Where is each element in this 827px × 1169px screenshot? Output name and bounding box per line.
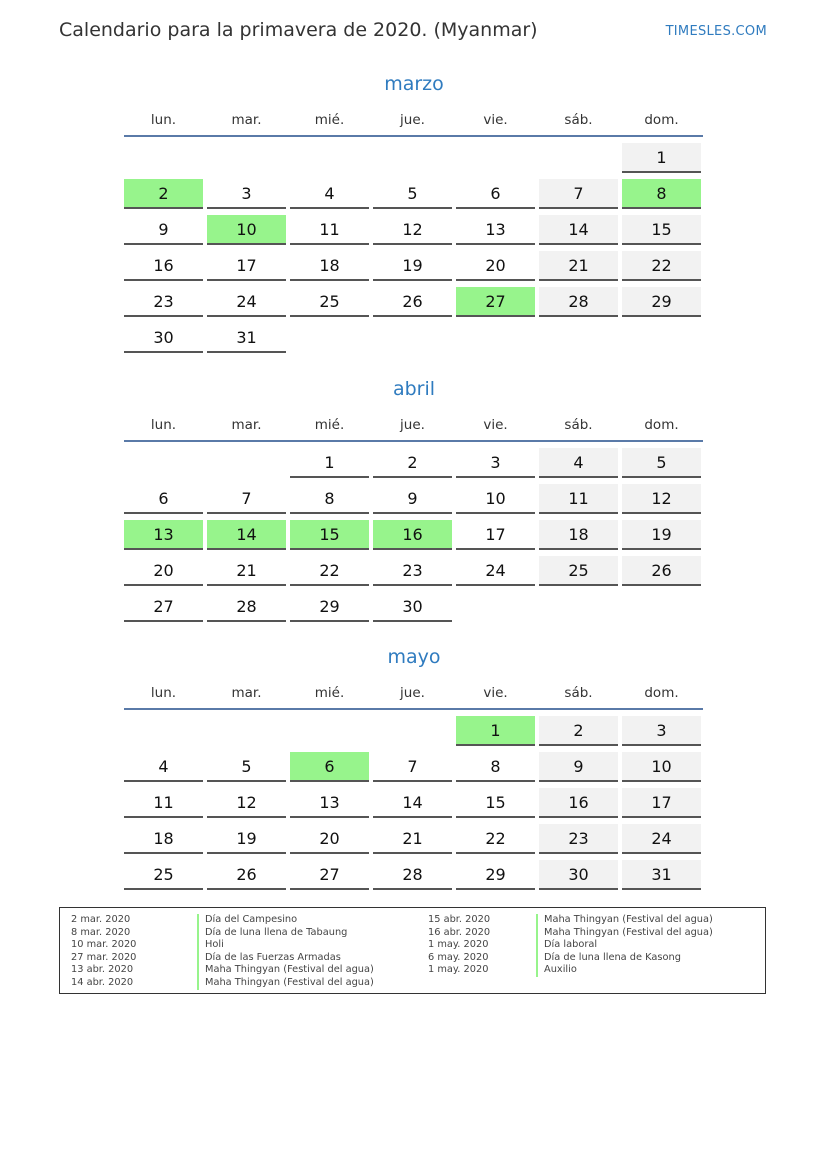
day-cell: 17 [207, 251, 286, 281]
day-cell: 2 [373, 448, 452, 478]
day-cell: 6 [124, 484, 203, 514]
day-cell: 31 [622, 860, 701, 890]
legend-date: 27 mar. 2020 [71, 951, 137, 963]
day-cell: 7 [539, 179, 618, 209]
day-cell: 13 [456, 215, 535, 245]
day-cell: 1 [290, 448, 369, 478]
weekday-label: lun. [150, 417, 177, 433]
brand-link[interactable]: TIMESLES.COM [665, 24, 767, 39]
day-cell: 25 [124, 860, 203, 890]
day-cell: 21 [373, 824, 452, 854]
holiday-day-cell: 13 [124, 520, 203, 550]
holiday-day-cell: 2 [124, 179, 203, 209]
day-cell: 20 [290, 824, 369, 854]
day-cell: 26 [622, 556, 701, 586]
weekday-label: dom. [644, 417, 679, 433]
legend-holiday-name: Maha Thingyan (Festival del agua) [536, 927, 713, 940]
day-cell: 19 [207, 824, 286, 854]
day-cell: 25 [290, 287, 369, 317]
day-cell: 7 [207, 484, 286, 514]
weekday-label: mié. [314, 112, 345, 128]
day-cell: 30 [539, 860, 618, 890]
day-cell: 10 [456, 484, 535, 514]
empty-cell [124, 448, 203, 476]
holiday-legend [59, 907, 766, 994]
day-cell: 23 [124, 287, 203, 317]
month-name: abril [392, 378, 436, 400]
day-cell: 22 [290, 556, 369, 586]
holiday-day-cell: 6 [290, 752, 369, 782]
legend-date: 2 mar. 2020 [71, 914, 131, 925]
day-cell: 19 [622, 520, 701, 550]
day-cell: 18 [290, 251, 369, 281]
legend-holiday-name: Maha Thingyan (Festival del agua) [536, 914, 713, 927]
day-cell: 3 [456, 448, 535, 478]
day-cell: 9 [124, 215, 203, 245]
day-cell: 29 [622, 287, 701, 317]
weekday-label: mié. [314, 685, 345, 701]
legend-holiday-name: Día de las Fuerzas Armadas [197, 952, 341, 965]
day-cell: 24 [622, 824, 701, 854]
holiday-day-cell: 15 [290, 520, 369, 550]
header-divider [124, 135, 703, 137]
day-cell: 1 [622, 143, 701, 173]
empty-cell [539, 143, 618, 171]
day-cell: 3 [622, 716, 701, 746]
legend-date: 1 may. 2020 [428, 964, 489, 976]
holiday-day-cell: 14 [207, 520, 286, 550]
day-cell: 11 [124, 788, 203, 818]
day-cell: 17 [622, 788, 701, 818]
weekday-label: jue. [400, 417, 425, 433]
day-cell: 5 [373, 179, 452, 209]
empty-cell [456, 143, 535, 171]
holiday-day-cell: 10 [207, 215, 286, 245]
day-cell: 12 [622, 484, 701, 514]
day-cell: 28 [373, 860, 452, 890]
weekday-label: vie. [483, 112, 508, 128]
day-cell: 23 [539, 824, 618, 854]
legend-date: 1 may. 2020 [428, 939, 489, 951]
weekday-header [124, 108, 704, 132]
legend-date: 8 mar. 2020 [71, 926, 131, 938]
weekday-label: mar. [231, 417, 262, 433]
day-cell: 21 [539, 251, 618, 281]
holiday-day-cell: 16 [373, 520, 452, 550]
day-cell: 24 [456, 556, 535, 586]
day-cell: 30 [124, 323, 203, 353]
holiday-day-cell: 27 [456, 287, 535, 317]
weekday-label: vie. [483, 685, 508, 701]
day-cell: 27 [124, 592, 203, 622]
day-cell: 18 [539, 520, 618, 550]
empty-cell [373, 716, 452, 744]
day-cell: 8 [456, 752, 535, 782]
day-cell: 10 [622, 752, 701, 782]
legend-holiday-name: Día de luna llena de Tabaung [197, 927, 347, 940]
day-cell: 26 [373, 287, 452, 317]
legend-holiday-name: Holi [197, 939, 224, 952]
day-grid [124, 448, 703, 622]
day-cell: 14 [539, 215, 618, 245]
weekday-label: sáb. [564, 685, 593, 701]
day-cell: 14 [373, 788, 452, 818]
day-cell: 26 [207, 860, 286, 890]
legend-date: 15 abr. 2020 [428, 914, 491, 925]
day-cell: 29 [290, 592, 369, 622]
month-name: mayo [387, 646, 441, 668]
day-cell: 6 [456, 179, 535, 209]
weekday-label: sáb. [564, 417, 593, 433]
legend-date: 14 abr. 2020 [71, 976, 134, 988]
day-cell: 16 [124, 251, 203, 281]
empty-cell [290, 143, 369, 171]
day-grid [124, 716, 703, 890]
day-cell: 29 [456, 860, 535, 890]
legend-holiday-name: Maha Thingyan (Festival del agua) [197, 977, 374, 990]
day-cell: 4 [290, 179, 369, 209]
weekday-header [124, 681, 704, 705]
day-cell: 28 [207, 592, 286, 622]
empty-cell [290, 716, 369, 744]
day-cell: 9 [539, 752, 618, 782]
month-marzo [124, 70, 704, 353]
day-cell: 4 [539, 448, 618, 478]
day-cell: 20 [124, 556, 203, 586]
weekday-label: mar. [231, 685, 262, 701]
day-cell: 16 [539, 788, 618, 818]
legend-date: 10 mar. 2020 [71, 939, 137, 951]
day-cell: 9 [373, 484, 452, 514]
day-cell: 13 [290, 788, 369, 818]
day-cell: 15 [622, 215, 701, 245]
holiday-day-cell: 8 [622, 179, 701, 209]
empty-cell [124, 143, 203, 171]
day-cell: 22 [622, 251, 701, 281]
empty-cell [207, 143, 286, 171]
legend-holiday-name: Auxilio [536, 964, 577, 977]
day-cell: 7 [373, 752, 452, 782]
day-cell: 8 [290, 484, 369, 514]
legend-holiday-name: Día del Campesino [197, 914, 297, 927]
legend-holiday-name: Día de luna llena de Kasong [536, 952, 681, 965]
weekday-label: mar. [231, 112, 262, 128]
legend-date: 16 abr. 2020 [428, 926, 491, 938]
empty-cell [207, 448, 286, 476]
day-cell: 12 [207, 788, 286, 818]
day-cell: 25 [539, 556, 618, 586]
day-cell: 18 [124, 824, 203, 854]
legend-holiday-name: Maha Thingyan (Festival del agua) [197, 964, 374, 977]
page-title: Calendario para la primavera de 2020. (Myanmar) [59, 19, 538, 41]
legend-date: 6 may. 2020 [428, 951, 489, 963]
day-cell: 20 [456, 251, 535, 281]
day-cell: 5 [622, 448, 701, 478]
weekday-label: mié. [314, 417, 345, 433]
day-cell: 12 [373, 215, 452, 245]
weekday-label: dom. [644, 685, 679, 701]
day-cell: 4 [124, 752, 203, 782]
empty-cell [124, 716, 203, 744]
day-cell: 28 [539, 287, 618, 317]
legend-holiday-name: Día laboral [536, 939, 597, 952]
weekday-label: jue. [400, 685, 425, 701]
header-divider [124, 708, 703, 710]
day-cell: 11 [539, 484, 618, 514]
month-abril [124, 375, 704, 622]
holiday-day-cell: 1 [456, 716, 535, 746]
day-cell: 30 [373, 592, 452, 622]
header-divider [124, 440, 703, 442]
day-cell: 31 [207, 323, 286, 353]
day-cell: 2 [539, 716, 618, 746]
day-grid [124, 143, 703, 353]
day-cell: 19 [373, 251, 452, 281]
weekday-header [124, 413, 704, 437]
weekday-label: jue. [400, 112, 425, 128]
legend-date: 13 abr. 2020 [71, 964, 134, 976]
day-cell: 27 [290, 860, 369, 890]
empty-cell [373, 143, 452, 171]
day-cell: 21 [207, 556, 286, 586]
day-cell: 15 [456, 788, 535, 818]
day-cell: 3 [207, 179, 286, 209]
day-cell: 11 [290, 215, 369, 245]
day-cell: 24 [207, 287, 286, 317]
day-cell: 23 [373, 556, 452, 586]
empty-cell [207, 716, 286, 744]
month-name: marzo [384, 73, 444, 95]
weekday-label: lun. [150, 112, 177, 128]
weekday-label: sáb. [564, 112, 593, 128]
weekday-label: vie. [483, 417, 508, 433]
day-cell: 17 [456, 520, 535, 550]
month-mayo [124, 643, 704, 890]
weekday-label: dom. [644, 112, 679, 128]
day-cell: 5 [207, 752, 286, 782]
weekday-label: lun. [150, 685, 177, 701]
day-cell: 22 [456, 824, 535, 854]
